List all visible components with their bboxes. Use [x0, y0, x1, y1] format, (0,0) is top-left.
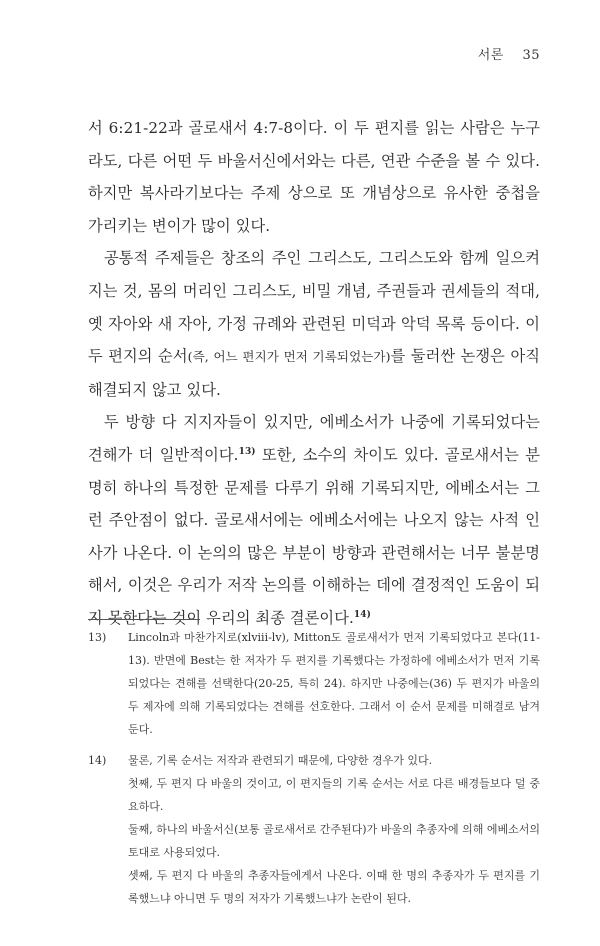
footnote-14-line-1: 물론, 기록 순서는 저작과 관련되기 때문에, 다양한 경우가 있다. [128, 754, 433, 767]
footnote-13-text: Lincoln과 마찬가지로(xlviii-lv), Mitton도 골로새서가 먼저 기록되었다고 본다(11-13). 반면에 Best는 한 저자가 두 편지를 기록했다는 가정하에 에베소서가 먼저 기록되었다는 견해를 선택한다(20-25, 특히 24). 하지만 나중에는(36) 두 편지가 바울의 두 제자에 의해 기록되었다는 견해를 선호한다. 그래서 이 순서 문제를 미해결로 남겨 둔다. [128, 631, 540, 736]
paragraph-2-text-b: 를 둘러싼 논쟁은 아직 해결되지 않고 있다. [88, 347, 540, 399]
page-number: 35 [522, 48, 540, 63]
paragraph-1-text: 서 6:21-22과 골로새서 4:7-8이다. 이 두 편지를 읽는 사람은 누구라도, 다른 어떤 두 바울서신에서와는 다른, 연관 수준을 볼 수 있다. 하지만 복사라기보다는 주제 상으로 또 개념상으로 유사한 중첩을 가리키는 변이가 많이 있다. [88, 119, 540, 235]
footnote-ref-14[interactable]: 14) [353, 609, 371, 620]
paragraph-3-text-b: 또한, 소수의 차이도 있다. 골로새서는 분명히 하나의 특정한 문제를 다루기 위해 기록되지만, 에베소서는 그런 주안점이 없다. 골로새서에는 에베소서에는 나오지 않는 사적 인사가 나온다. 이 논의의 많은 부분이 방향과 관련해서는 너무 불분명해서, 이것은 우리가 저작 논의를 이해하는 데에 결정적인 도움이 되지 못한다는 것이 우리의 최종 결론이다. [88, 445, 540, 627]
footnote-14-line-3: 둘째, 하나의 바울서신(보통 골로새서로 간주된다)가 바울의 추종자에 의해 에베소서의 토대로 사용되었다. [128, 823, 540, 859]
paragraph-2-parenthetical: (즉, 어느 편지가 먼저 기록되었는가) [187, 349, 391, 365]
footnote-13-number: 13) [88, 631, 107, 644]
paragraph-2 [88, 242, 540, 406]
footnote-14 [88, 749, 540, 910]
body-text [88, 112, 540, 635]
footnote-13 [88, 626, 540, 741]
paragraph-3-text-a: 두 방향 다 지지자들이 있지만, 에베소서가 나중에 기록되었다는 견해가 더 일반적이다. [88, 413, 540, 464]
footnotes [88, 626, 540, 910]
paragraph-1 [88, 112, 540, 242]
footnote-rule [88, 619, 200, 620]
paragraph-2-text-a: 공통적 주제들은 창조의 주인 그리스도, 그리스도와 함께 일으켜지는 것, 몸의 머리인 그리스도, 비밀 개념, 주권들과 권세들의 적대, 옛 자아와 새 자아, 가정 규례와 관련된 미덕과 악덕 목록 등이다. 이 두 편지의 순서 [88, 249, 540, 366]
running-head [478, 44, 540, 63]
footnote-14-number: 14) [88, 754, 107, 767]
footnote-14-line-2: 첫째, 두 편지 다 바울의 것이고, 이 편지들의 기록 순서는 서로 다른 배경들보다 덜 중요하다. [128, 777, 540, 813]
footnote-ref-13[interactable]: 13) [238, 446, 256, 457]
paragraph-3 [88, 406, 540, 634]
footnote-14-line-4: 셋째, 두 편지 다 바울의 추종자들에게서 나온다. 이때 한 명의 추종자가 두 편지를 기록했느냐 아니면 두 명의 저자가 기록했느냐가 논란이 된다. [128, 869, 540, 905]
running-head-section: 서론 [477, 48, 504, 63]
